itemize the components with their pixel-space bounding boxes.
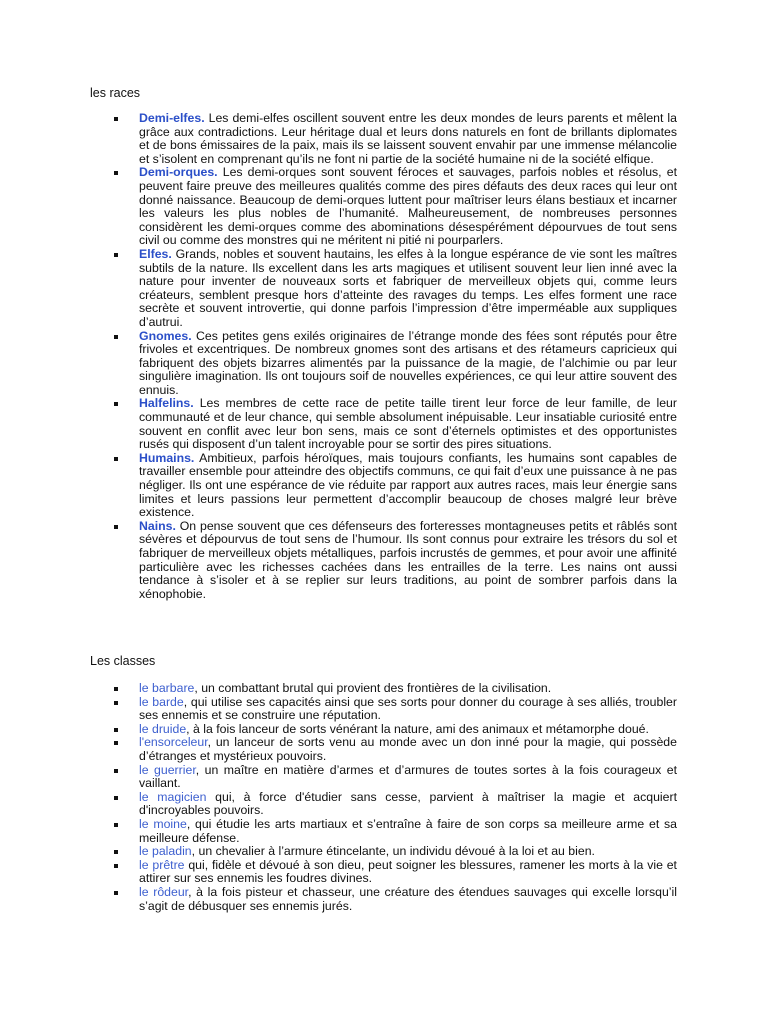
square-bullet-icon [114,769,118,773]
list-item [0,723,677,737]
list-item [0,886,677,913]
class-description: , un chevalier à l’armure étincelante, un individu dévoué à la loi et au bien. [191,844,595,859]
class-name: le magicien [139,789,207,804]
square-bullet-icon [114,850,118,854]
list-item [0,764,677,791]
class-description: , un combattant brutal qui provient des frontières de la civilisation. [194,681,552,695]
list-item [0,791,677,818]
list-item [0,859,677,886]
race-description: Ces petites gens exilés originaires de l’étrange monde des fées sont réputés pour être frivoles et excentriques. De nombreux gnomes sont des artisans et des rétameurs capricieux qui fabriquent des objets bizarres alimentés par la puissance de la magie, de l’alchimie ou par leur singulière imagination. Ils ont toujours soif de nouvelles expériences, ce qui leur attire souvent des ennuis. [139,328,677,397]
square-bullet-icon [114,823,118,827]
race-name: Demi-orques. [139,165,218,180]
races-list [0,112,677,601]
race-name: Nains. [139,518,176,533]
class-description: qui, à force d'étudier sans cesse, parvient à maîtriser la magie et acquiert d'incroyables pouvoirs. [139,789,678,818]
list-item [0,696,677,723]
class-name: le paladin [139,844,192,859]
square-bullet-icon [114,701,118,705]
list-item [0,330,677,398]
list-item [0,166,677,248]
square-bullet-icon [114,891,118,895]
classes-list [0,682,677,913]
square-bullet-icon [114,728,118,732]
race-name: Humains. [139,450,195,465]
list-item [0,520,677,602]
race-description: Les demi-elfes oscillent souvent entre les deux mondes de leurs parents et mêlent la grâce aux contradictions. Leur héritage dual et leurs dons naturels en font de brillants diplomates et de bons émissaires de la paix, mais ils se laissent souvent envahir par une immense mélancolie et s’isolent en comprenant qu’ils ne font ni partie de la société humaine ni de la société elfique. [139,111,677,166]
class-name: l'ensorceleur [139,735,208,750]
square-bullet-icon [114,253,118,257]
square-bullet-icon [114,457,118,461]
list-item [0,397,677,451]
class-description: , à la fois lanceur de sorts vénérant la nature, ami des animaux et métamorphe doué. [186,721,649,736]
class-name: le guerrier [139,762,196,777]
square-bullet-icon [114,171,118,175]
square-bullet-icon [114,741,118,745]
square-bullet-icon [114,402,118,406]
class-name: le barbare [139,681,195,695]
list-item [0,845,677,859]
race-description: Grands, nobles et souvent hautains, les elfes à la longue espérance de vie sont les maîtres subtils de la nature. Ils excellent dans les arts magiques et utilisent souvent leur lien inné avec la nature pour inventer de nouveaux sorts et fabriquer de merveilleux objets qui, comme leurs créateurs, semblent presque hors d’atteinte des ravages du temps. Les elfes forment une race secrète et souvent introvertie, qui donne parfois l’impression d’être imperméable aux suppliques d’autrui. [139,246,677,329]
class-name: le prêtre [139,857,185,872]
list-item [0,248,677,330]
race-description: Ambitieux, parfois héroïques, mais toujours confiants, les humains sont capables de travailler ensemble pour atteindre des objectifs communs, ce qui fait d’eux une puissance à ne pas négliger. Ils ont une espérance de vie réduite par rapport aux autres races, mais leur énergie sans limites et leurs passions leur permettent d’accomplir beaucoup de choses malgré leur brève existence. [139,450,677,520]
list-item [0,452,677,520]
class-name: le barde [139,694,184,709]
race-name: Elfes. [139,246,172,261]
race-description: On pense souvent que ces défenseurs des forteresses montagneuses petits et râblés sont sévères et dépourvus de tout sens de l’humour. Ils sont connus pour extraire les trésors du sol et fabriquer de merveilleux objets métalliques, parfois incrustés de gemmes, et pour avoir une affinité particulière avec les richesses cachées dans les entrailles de la terre. Les nains ont aussi tendance à s’isoler et à se replier sur leurs traditions, au point de sombrer parfois dans la xénophobie. [139,518,677,601]
square-bullet-icon [114,687,118,691]
class-description: , qui utilise ses capacités ainsi que ses sorts pour donner du courage à ses alliés, troubler ses ennemis et se construire une réputation. [139,694,677,723]
list-item [0,736,677,763]
class-description: , qui étudie les arts martiaux et s’entraîne à faire de son corps sa meilleure arme et sa meilleure défense. [139,816,678,845]
race-description: Les demi-orques sont souvent féroces et sauvages, parfois nobles et résolus, et peuvent faire preuve des meilleures qualités comme des pires défauts des deux races qui leur ont donné naissance. Beaucoup de demi-orques luttent pour maîtriser leurs élans bestiaux et incarner les valeurs les plus nobles de l’humanité. Malheureusement, de nombreuses personnes considèrent les demi-orques comme des abominations désespérément dépourvues de tout sens civil ou comme des monstres qui ne méritent ni pitié ni pourparlers. [139,165,677,248]
class-description: qui, fidèle et dévoué à son dieu, peut soigner les blessures, ramener les morts à la vie et attirer sur ses ennemis les foudres divines. [139,857,677,886]
race-description: Les membres de cette race de petite taille tirent leur force de leur famille, de leur communauté et de leur chance, qui semble absolument inépuisable. Leur insatiable curiosité entre souvent en conflit avec leur bon sens, mais ce sont d’éternels optimistes et des opportunistes rusés qui disposent d’un talent incroyable pour se sortir des pires situations. [139,396,677,452]
class-name: le rôdeur [139,884,189,899]
race-name: Demi-elfes. [139,111,205,125]
class-name: le moine [139,816,187,831]
class-description: , à la fois pisteur et chasseur, une créature des étendues sauvages qui excelle lorsqu’il s’agit de débusquer ses ennemis jurés. [139,884,677,913]
races-heading: les races [90,86,141,100]
class-name: le druide [139,721,187,736]
square-bullet-icon [114,525,118,529]
class-description: , un lanceur de sorts venu au monde avec un don inné pour la magie, qui possède d’étranges et mystérieux pouvoirs. [139,735,677,763]
square-bullet-icon [114,864,118,868]
list-item [0,682,677,696]
square-bullet-icon [114,796,118,800]
square-bullet-icon [114,117,118,121]
list-item [0,818,677,845]
class-description: , un maître en matière d’armes et d’armures de toutes sortes à la fois courageux et vaillant. [139,762,678,791]
race-name: Halfelins. [139,396,194,411]
classes-heading: Les classes [90,654,156,668]
list-item [0,112,677,166]
square-bullet-icon [114,335,118,339]
race-name: Gnomes. [139,328,192,343]
